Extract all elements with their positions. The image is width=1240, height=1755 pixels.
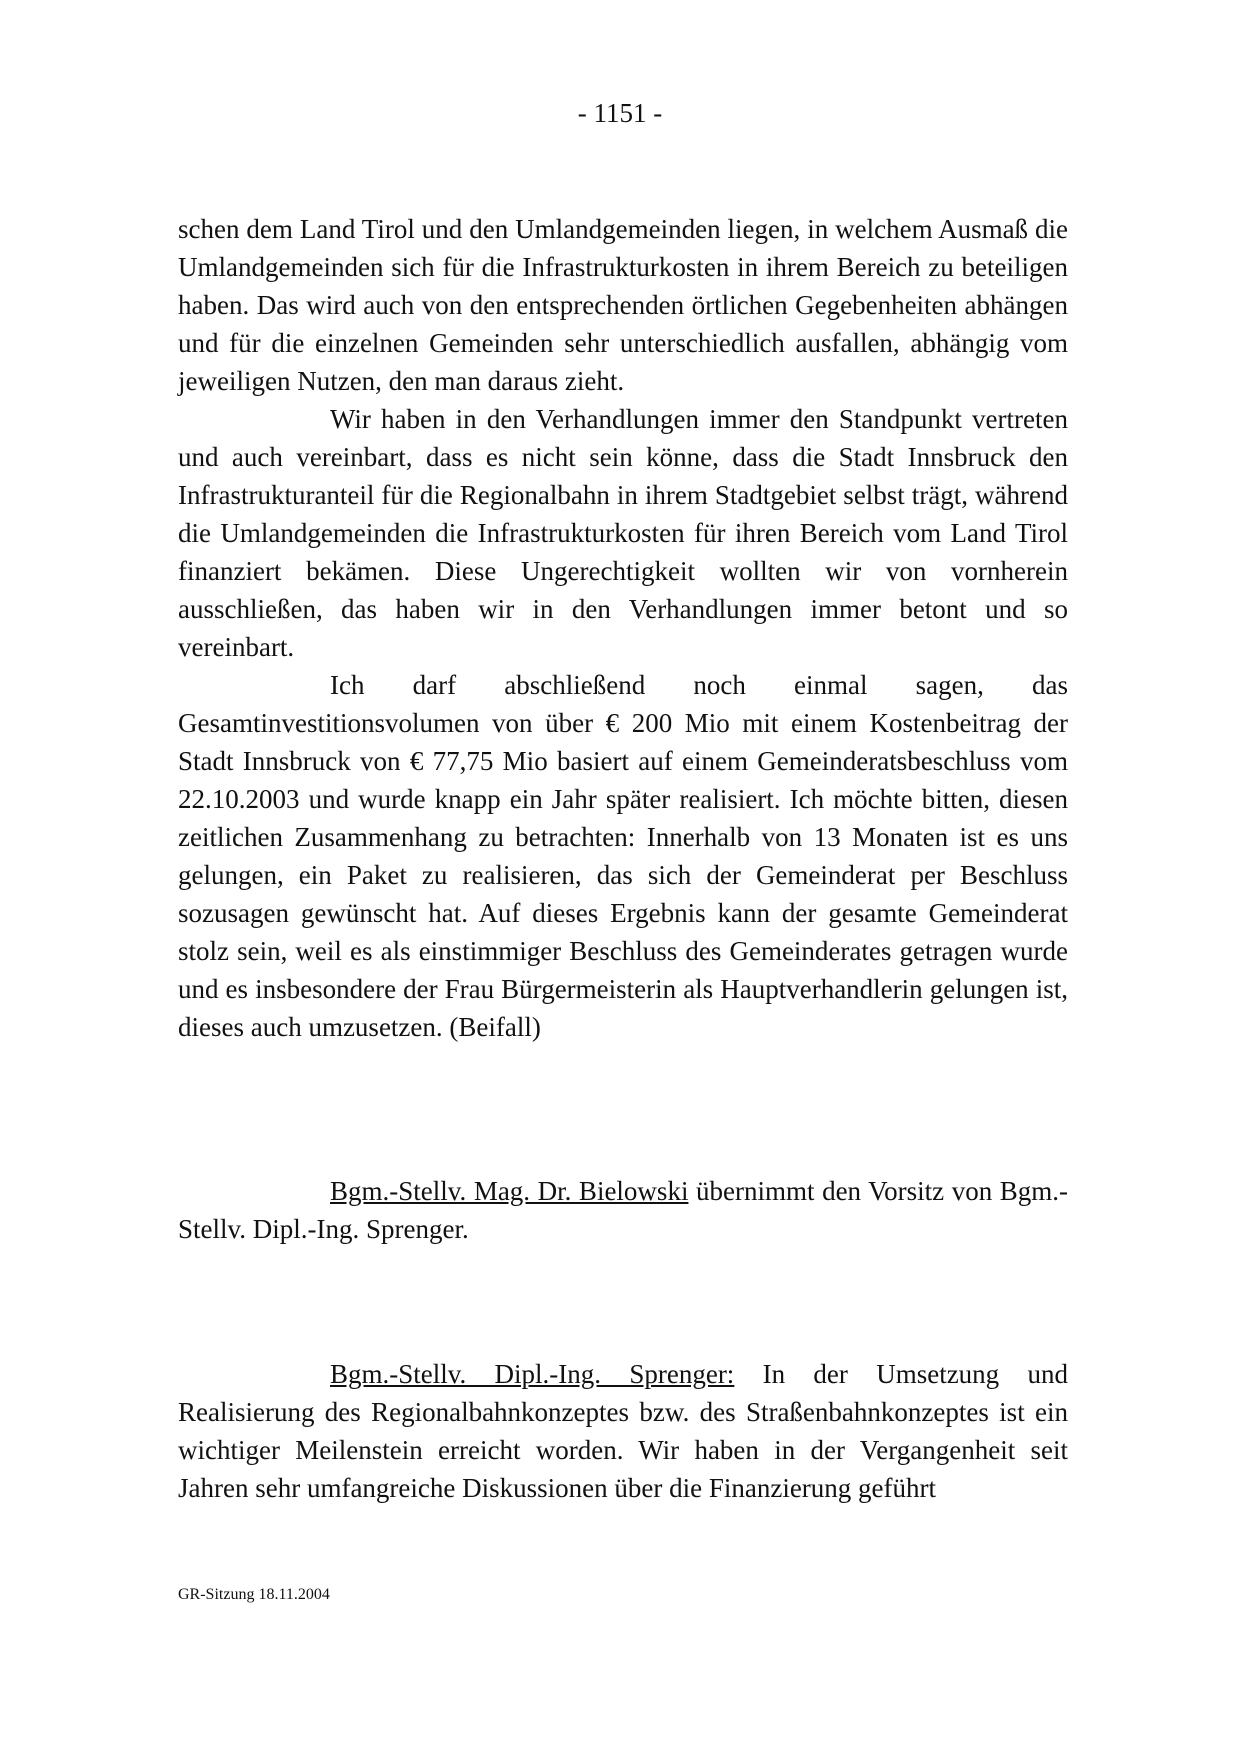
- paragraph-conclusion: Ich darf abschließend noch einmal sagen, das Gesamtinvestitionsvolumen von über € 200 Mio mit einem Kostenbeitrag der Stadt Innsbruck von € 77,75 Mio basiert auf einem Gemeinderatsbeschluss vom 22.10.2003 und wurde knapp ein Jahr später realisiert. Ich möchte bitten, diesen zeitlichen Zusammenhang zu betrachten: Innerhalb von 13 Monaten ist es uns gelungen, ein Paket zu realisieren, das sich der Gemeinderat per Beschluss sozusagen gewünscht hat. Auf dieses Ergebnis kann der gesamte Gemeinderat stolz sein, weil es als einstimmiger Beschluss des Gemeinderates getragen wurde und es insbesondere der Frau Bürgermeisterin als Hauptverhandlerin gelungen ist, dieses auch umzusetzen. (Beifall): [178, 670, 1068, 1042]
- main-text-block: [178, 210, 1068, 1046]
- chair-change-text: übernimmt den Vorsitz von Bgm.-Stellv. Dipl.-Ing. Sprenger.: [178, 1176, 1069, 1244]
- footer-session-date: GR-Sitzung 18.11.2004: [178, 1586, 330, 1603]
- paragraph-continuation: schen dem Land Tirol und den Umlandgemeinden liegen, in welchem Ausmaß die Umlandgemeinden sich für die Infrastrukturkosten in ihrem Bereich zu beteiligen haben. Das wird auch von den entsprechenden örtlichen Gegebenheiten abhängen und für die einzelnen Gemeinden sehr unterschiedlich ausfallen, abhängig vom jeweiligen Nutzen, den man daraus zieht.: [178, 214, 1068, 396]
- chair-change-speaker: Bgm.-Stellv. Mag. Dr. Bielowski: [330, 1176, 689, 1206]
- paragraph-negotiations: Wir haben in den Verhandlungen immer den Standpunkt vertreten und auch vereinbart, dass es nicht sein könne, dass die Stadt Innsbruck den Infrastrukturanteil für die Regionalbahn in ihrem Stadtgebiet selbst trägt, während die Umlandgemeinden die Infrastrukturkosten für ihren Bereich vom Land Tirol finanziert bekämen. Diese Ungerechtigkeit wollten wir von vornherein ausschließen, das haben wir in den Verhandlungen immer betont und so vereinbart.: [178, 404, 1068, 662]
- speech-block: [178, 1355, 1068, 1507]
- speech-text: In der Umsetzung und Realisierung des Regionalbahnkonzeptes bzw. des Straßenbahnkonzeptes ist ein wichtiger Meilenstein erreicht worden. Wir haben in der Vergangenheit seit Jahren sehr umfangreiche Diskussionen über die Finanzierung geführt: [178, 1359, 1068, 1503]
- chair-change-paragraph: [178, 1172, 1068, 1248]
- page-number: - 1151 -: [577, 98, 663, 128]
- speech-speaker: Bgm.-Stellv. Dipl.-Ing. Sprenger:: [330, 1359, 735, 1389]
- chair-change-block: [178, 1172, 1068, 1248]
- speech-paragraph: [178, 1355, 1068, 1507]
